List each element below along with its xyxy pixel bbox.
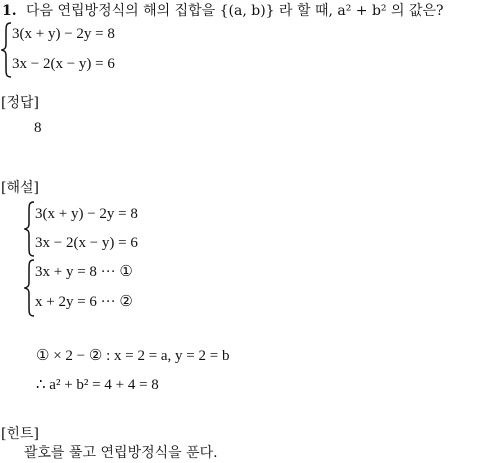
- solution-equation-2: 3x − 2(x − y) = 6: [35, 235, 138, 251]
- hint-label: [힌트]: [1, 426, 39, 442]
- solution-step-1: ① × 2 − ② : x = 2 = a, y = 2 = b: [36, 348, 230, 364]
- problem-equation-1: 3(x + y) − 2y = 8: [12, 26, 115, 42]
- solution-equation-1: 3(x + y) − 2y = 8: [35, 206, 138, 222]
- solution-label: [해설]: [1, 180, 39, 196]
- problem-question: 다음 연립방정식의 해의 집합을 {(a, b)} 라 할 때, a² + b² 의 값은?: [26, 3, 444, 19]
- problem-number: 1.: [2, 3, 17, 19]
- solution-step-2: ∴ a² + b² = 4 + 4 = 8: [36, 377, 159, 393]
- solution-equation-4: x + 2y = 6 ··· ②: [35, 294, 133, 310]
- solution-equation-3: 3x + y = 8 ··· ①: [35, 264, 133, 280]
- answer-value: 8: [34, 120, 42, 136]
- problem-equation-2: 3x − 2(x − y) = 6: [12, 56, 115, 72]
- hint-text: 괄호를 풀고 연립방정식을 푼다.: [24, 445, 218, 461]
- answer-label: [정답]: [1, 95, 39, 111]
